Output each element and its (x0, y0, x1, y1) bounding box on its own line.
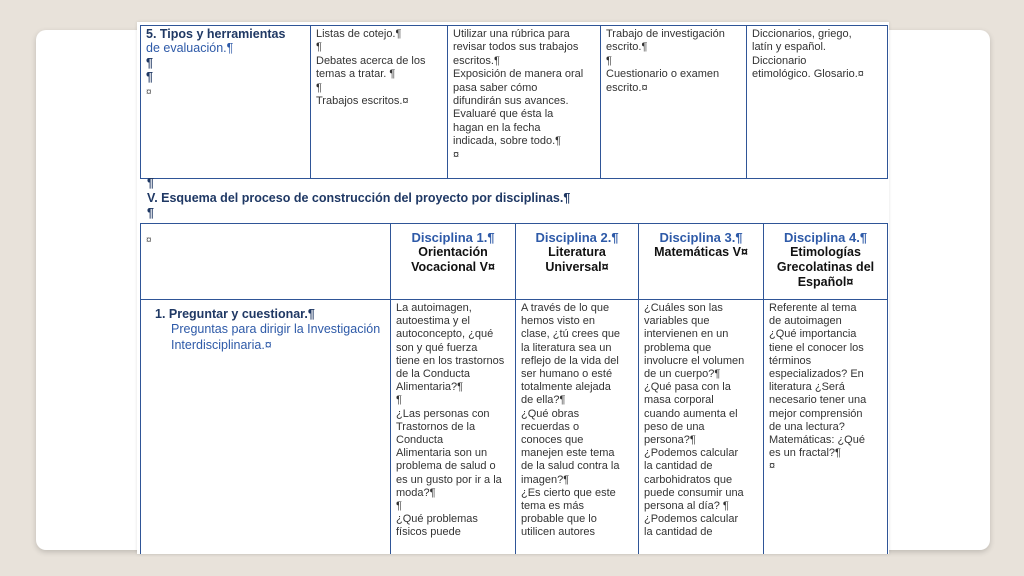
section-heading-block (147, 176, 887, 221)
cell-line: revisar todos sus trabajos (453, 41, 579, 54)
discipline-name: Etimologías Grecolatinas del Español¤ (776, 245, 875, 289)
evaluation-cell-2 (311, 26, 448, 179)
discipline-name: Orientación Vocacional V¤ (411, 245, 495, 274)
cell-line: Conducta (396, 434, 444, 447)
cell-line: necesario tener una (769, 394, 867, 407)
cell-line: Listas de cotejo.¶ (316, 28, 402, 40)
cell-line: latín y español. (752, 41, 826, 54)
cell-line: mejor comprensión (769, 407, 863, 420)
cell-line: Diccionarios, griego, (752, 28, 852, 40)
discipline-4-questions (764, 300, 888, 555)
cell-line: ¶ (316, 41, 322, 54)
cell-line: cuando aumenta el (644, 407, 738, 420)
cell-line: persona?¶ (644, 434, 696, 447)
cell-line: tiene el conocer los (769, 341, 864, 354)
cell-line: masa corporal (644, 394, 714, 407)
cell-line: ¶ (316, 81, 322, 94)
cell-line: variables que (644, 315, 710, 328)
paragraph-mark: ¶ (147, 206, 154, 220)
cell-line: literatura ¿Será (769, 381, 845, 394)
cell-line: ¤ (453, 148, 460, 161)
cell-line: Diccionario (752, 54, 807, 67)
cell-line: pasa saber cómo (453, 81, 538, 94)
row-title: 1. Preguntar y cuestionar.¶ (155, 307, 315, 321)
discipline-title: Disciplina 1.¶ (411, 230, 495, 245)
cell-line: ¿Es cierto que este (521, 486, 616, 499)
header-discipline-2 (516, 224, 639, 300)
cell-line: ¿Qué problemas (396, 513, 478, 526)
cell-line: probable que lo (521, 513, 597, 526)
row-subtitle: Preguntas para dirigir la Investigación Interdisciplinaria.¤ (171, 322, 381, 353)
cell-line: términos (769, 354, 812, 367)
cell-line: Exposición de manera oral (453, 68, 584, 81)
corner-cell (141, 224, 391, 300)
evaluation-label-cell (141, 26, 311, 179)
cell-line: Alimentaria son un (396, 447, 488, 460)
cell-line: tiene en los trastornos (396, 354, 505, 367)
cell-line: hagan en la fecha (453, 121, 541, 134)
cell-line: Evaluaré que ésta la (453, 108, 554, 121)
cell-line: Referente al tema (769, 302, 857, 314)
cell-line: ¿Las personas con (396, 407, 490, 420)
evaluation-cell-4 (601, 26, 747, 179)
cell-line: ¿Qué obras (521, 407, 580, 420)
cell-mark: ¤ (146, 86, 152, 98)
evaluation-table (140, 25, 888, 179)
cell-line: Matemáticas: ¿Qué (769, 434, 865, 447)
cell-line: autoestima y el (396, 315, 470, 328)
row-label-cell (141, 300, 391, 555)
cell-line: La autoimagen, (396, 302, 472, 314)
cell-line: especializados? En (769, 368, 864, 381)
cell-mark: ¤ (146, 235, 152, 246)
cell-line: Trabajos escritos.¤ (316, 95, 409, 108)
document-page (137, 22, 889, 554)
cell-line: ¿Cuáles son las (644, 302, 723, 314)
cell-line: tema es más (521, 500, 584, 513)
cell-line: de ella?¶ (521, 394, 566, 407)
cell-line: recuerdas o (521, 420, 580, 433)
cell-line: conoces que (521, 434, 584, 447)
cell-line: hemos visto en (521, 315, 595, 328)
paragraph-mark: ¶ (146, 55, 153, 70)
cell-line: clase, ¿tú crees que (521, 328, 621, 341)
cell-line: indicada, sobre todo.¶ (453, 135, 562, 148)
cell-line: ¤ (769, 460, 776, 473)
cell-line: ¶ (396, 394, 402, 407)
cell-line: la literatura sea un (521, 341, 612, 354)
cell-line: Utilizar una rúbrica para (453, 28, 570, 40)
cell-line: autoconcepto, ¿qué (396, 328, 494, 341)
cell-line: imagen?¶ (521, 473, 570, 486)
disciplines-table (140, 223, 888, 554)
cell-line: ¿Podemos calcular (644, 447, 739, 460)
cell-line: ¿Podemos calcular (644, 513, 739, 526)
discipline-2-questions (516, 300, 639, 555)
cell-line: ¿Qué pasa con la (644, 381, 731, 394)
cell-line: problema que (644, 341, 712, 354)
header-discipline-3 (639, 224, 764, 300)
cell-line: totalmente alejada (521, 381, 611, 394)
discipline-name: Matemáticas V¤ (654, 245, 748, 259)
cell-line: la cantidad de (644, 526, 713, 539)
cell-line: escrito.¶ (606, 41, 648, 54)
cell-line: Cuestionario o examen (606, 68, 720, 81)
header-discipline-1 (391, 224, 516, 300)
cell-line: moda?¶ (396, 486, 436, 499)
cell-line: Trabajo de investigación (606, 28, 725, 40)
cell-line: escritos.¶ (453, 54, 500, 67)
discipline-1-questions (391, 300, 516, 555)
cell-line: Debates acerca de los (316, 54, 426, 67)
cell-line: involucre el volumen (644, 354, 745, 367)
cell-line: manejen este tema (521, 447, 615, 460)
cell-line: utilicen autores (521, 526, 595, 539)
cell-line: ¿Qué importancia (769, 328, 857, 341)
discipline-name: Literatura Universal¤ (545, 245, 609, 274)
cell-line: la cantidad de (644, 460, 713, 473)
cell-line: ¶ (606, 54, 612, 67)
evaluation-cell-3 (448, 26, 601, 179)
cell-line: persona al día? ¶ (644, 500, 729, 513)
evaluation-subtitle: de evaluación.¶ (146, 41, 234, 56)
cell-line: peso de una (644, 420, 705, 433)
cell-line: Trastornos de la (396, 420, 476, 433)
cell-line: puede consumir una (644, 486, 744, 499)
cell-line: etimológico. Glosario.¤ (752, 68, 864, 81)
cell-line: difundirán sus avances. (453, 95, 569, 108)
cell-line: ser humano o esté (521, 368, 613, 381)
cell-line: de la salud contra la (521, 460, 620, 473)
cell-line: temas a tratar. ¶ (316, 68, 396, 81)
cell-line: son y qué fuerza (396, 341, 478, 354)
evaluation-title: 5. Tipos y herramientas (146, 27, 286, 41)
evaluation-cell-5 (747, 26, 888, 179)
discipline-title: Disciplina 3.¶ (659, 230, 743, 245)
cell-line: de un cuerpo?¶ (644, 368, 721, 381)
discipline-title: Disciplina 2.¶ (535, 230, 619, 245)
cell-line: reflejo de la vida del (521, 354, 619, 367)
cell-line: Alimentaria?¶ (396, 381, 464, 394)
cell-line: es un gusto por ir a la (396, 473, 502, 486)
cell-line: de autoimagen (769, 315, 842, 328)
cell-line: de una lectura? (769, 420, 845, 433)
discipline-3-questions (639, 300, 764, 555)
section-heading: V. Esquema del proceso de construcción del proyecto por disciplinas.¶ (147, 191, 571, 205)
cell-line: es un fractal?¶ (769, 447, 841, 460)
cell-line: de la Conducta (396, 368, 470, 381)
cell-line: físicos puede (396, 526, 461, 539)
cell-line: ¶ (396, 500, 402, 513)
cell-line: intervienen en un (644, 328, 729, 341)
cell-line: A través de lo que (521, 302, 610, 314)
cell-line: problema de salud o (396, 460, 496, 473)
paragraph-mark: ¶ (146, 70, 153, 85)
paragraph-mark: ¶ (147, 176, 154, 190)
header-discipline-4 (764, 224, 888, 300)
discipline-title: Disciplina 4.¶ (783, 230, 868, 245)
cell-line: escrito.¤ (606, 81, 648, 94)
cell-line: carbohidratos que (644, 473, 733, 486)
